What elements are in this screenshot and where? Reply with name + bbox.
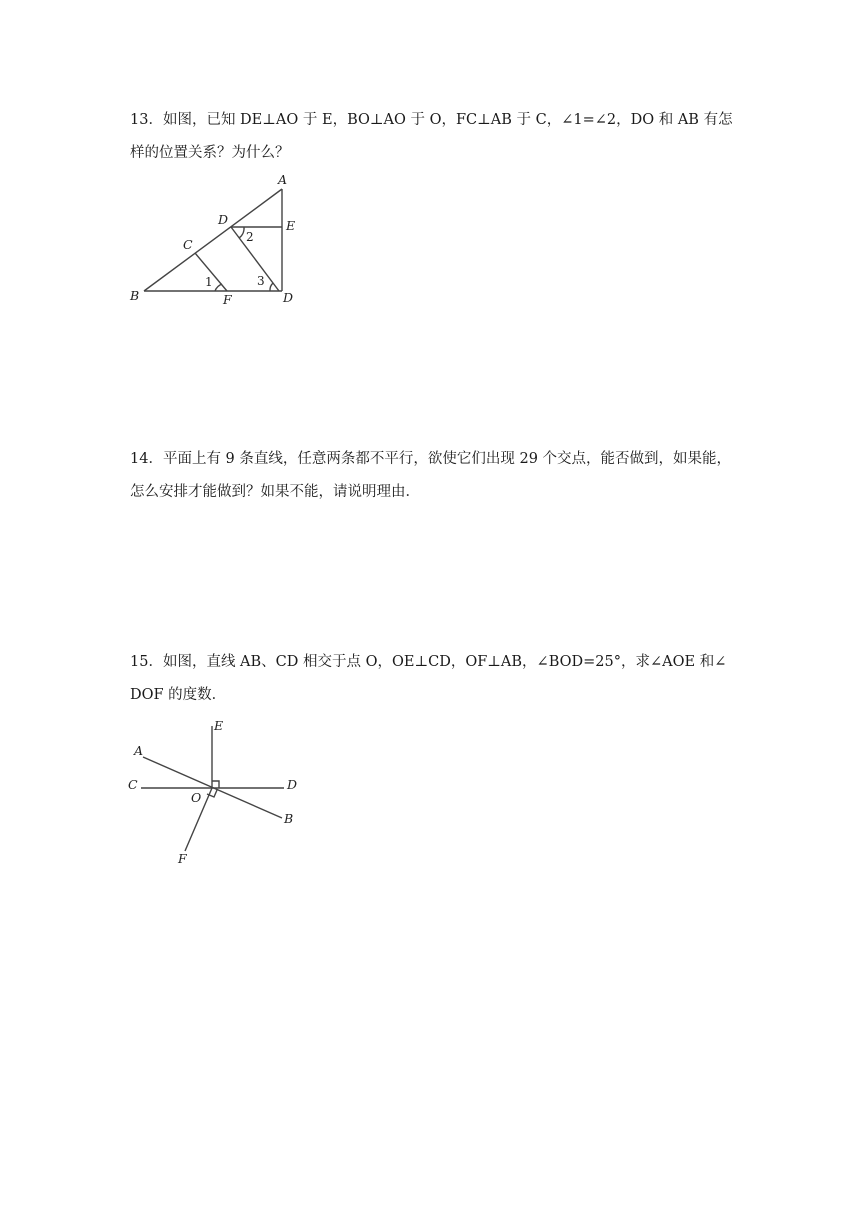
question-14-line-2: 怎么安排才能做到？如果不能，请说明理由． [130, 484, 420, 500]
angle-arc-2 [239, 227, 244, 238]
question-13-line-2: 样的位置关系？为什么？ [130, 145, 290, 161]
point-label-a: A [134, 743, 144, 758]
point-label-f: F [178, 851, 187, 866]
point-label-d-bottom: D [283, 290, 294, 305]
question-14 [130, 443, 735, 509]
question-13-line-1: 13．如图，已知 DE⊥AO 于 E，BO⊥AO 于 O，FC⊥AB 于 C，∠1=∠2，DO 和 AB 有怎 [130, 112, 733, 128]
question-15-line-2: DOF 的度数． [130, 687, 227, 703]
point-label-f: F [223, 292, 232, 307]
point-label-b: B [284, 811, 294, 826]
point-label-d-top: D [218, 212, 229, 227]
point-label-c: C [128, 777, 138, 792]
point-label-c: C [183, 237, 193, 252]
question-15-line-1: 15．如图，直线 AB、CD 相交于点 O，OE⊥CD，OF⊥AB，∠BOD=25°，求∠AOE 和∠ [130, 654, 727, 670]
point-label-a: A [278, 172, 288, 187]
figure-q15 [125, 712, 310, 867]
point-label-e: E [214, 718, 224, 733]
point-label-d: D [287, 777, 298, 792]
point-label-b: B [130, 288, 140, 303]
point-label-e: E [286, 218, 296, 233]
point-label-o: O [191, 790, 202, 805]
angle-arc-1 [215, 284, 222, 291]
question-13 [130, 104, 735, 170]
segment-do [231, 227, 279, 291]
right-angle-mark-e [212, 781, 219, 788]
question-15 [130, 646, 735, 712]
question-14-line-1: 14．平面上有 9 条直线，任意两条都不平行，欲使它们出现 29 个交点，能否做到，如果能， [130, 451, 732, 467]
figure-q13 [125, 168, 305, 308]
angle-label-3: 3 [257, 274, 265, 288]
angle-arc-3 [270, 283, 273, 291]
angle-label-2: 2 [246, 230, 254, 244]
angle-label-1: 1 [205, 275, 213, 289]
